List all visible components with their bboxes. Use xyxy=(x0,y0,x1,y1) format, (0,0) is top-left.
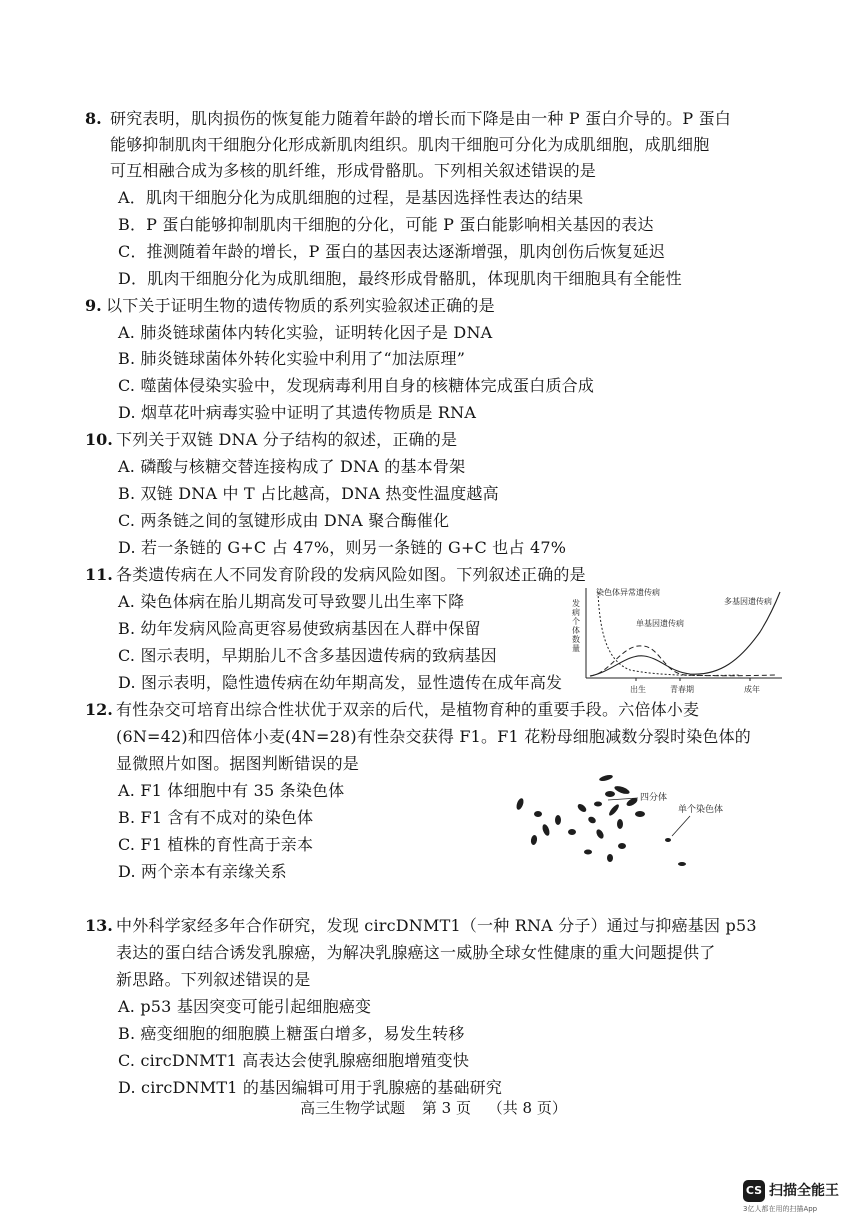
curve-label-chromosomal: 染色体异常遗传病 xyxy=(596,588,660,597)
question-stem-line: 新思路。下列叙述错误的是 xyxy=(116,970,311,989)
x-tick-label-adult: 成年 xyxy=(744,685,760,694)
y-axis-label: 发病个体数量 xyxy=(572,599,580,653)
option-c: C. circDNMT1 高表达会使乳腺癌细胞增殖变快 xyxy=(118,1051,470,1070)
footer-title: 高三生物学试题 xyxy=(300,1099,406,1117)
question-stem-line: 能够抑制肌肉干细胞分化形成新肌肉组织。肌肉干细胞可分化为成肌细胞，成肌细胞 xyxy=(110,135,710,154)
question-number: 10. xyxy=(85,430,113,449)
question-stem-line: 下列关于双链 DNA 分子结构的叙述，正确的是 xyxy=(116,430,458,449)
question-stem-line: 可互相融合成为多核的肌纤维，形成骨骼肌。下列相关叙述错误的是 xyxy=(110,161,597,180)
genetic-disease-risk-figure xyxy=(560,580,786,698)
question-stem-line: 表达的蛋白结合诱发乳腺癌，为解决乳腺癌这一威胁全球女性健康的重大问题提供了 xyxy=(116,943,716,962)
option-d: D．肌肉干细胞分化为成肌细胞，最终形成骨骼肌，体现肌肉干细胞具有全能性 xyxy=(118,269,682,288)
option-a: A. 肺炎链球菌体内转化实验，证明转化因子是 DNA xyxy=(118,323,493,342)
option-a: A. F1 体细胞中有 35 条染色体 xyxy=(118,781,345,800)
question-number: 11. xyxy=(85,565,113,584)
option-c: C．推测随着年龄的增长，P 蛋白的基因表达逐渐增强，肌肉创伤后恢复延迟 xyxy=(118,242,666,261)
question-number: 8. xyxy=(85,109,102,128)
option-a: A. 染色体病在胎儿期高发可导致婴儿出生率下降 xyxy=(118,592,465,611)
option-a: A. p53 基因突变可能引起细胞癌变 xyxy=(118,997,372,1016)
option-d: D. 若一条链的 G+C 占 47%，则另一条链的 G+C 也占 47% xyxy=(118,538,567,557)
curve-label-polygenic: 多基因遗传病 xyxy=(724,597,772,606)
question-stem-line: 中外科学家经多年合作研究，发现 circDNMT1（一种 RNA 分子）通过与抑癌基因 p53 xyxy=(116,916,757,935)
option-c: C. F1 植株的育性高于亲本 xyxy=(118,835,314,854)
pointer-line xyxy=(672,816,690,836)
camscanner-logo-icon: CS xyxy=(743,1180,765,1202)
option-d: D. 烟草花叶病毒实验中证明了其遗传物质是 RNA xyxy=(118,403,477,422)
watermark-app-name: 扫描全能王 xyxy=(769,1183,839,1199)
option-d: D. circDNMT1 的基因编辑可用于乳腺癌的基础研究 xyxy=(118,1078,503,1097)
option-d: D. 两个亲本有亲缘关系 xyxy=(118,862,287,881)
x-tick-label-puberty: 青春期 xyxy=(670,685,694,694)
chromosome-micrograph-figure xyxy=(512,760,727,872)
option-c: C. 噬菌体侵染实验中，发现病毒利用自身的核糖体完成蛋白质合成 xyxy=(118,376,595,395)
label-tetrad: 四分体 xyxy=(640,793,668,803)
option-b: B. 肺炎链球菌体外转化实验中利用了“加法原理” xyxy=(118,349,466,368)
question-stem-line: 以下关于证明生物的遗传物质的系列实验叙述正确的是 xyxy=(106,296,495,315)
option-c: C. 两条链之间的氢键形成由 DNA 聚合酶催化 xyxy=(118,511,450,530)
option-a: A. 磷酸与核糖交替连接构成了 DNA 的基本骨架 xyxy=(118,457,466,476)
question-number: 13. xyxy=(85,916,113,935)
option-b: B. 幼年发病风险高更容易使致病基因在人群中保留 xyxy=(118,619,481,638)
label-single-chromosome: 单个染色体 xyxy=(678,805,724,815)
footer-page-number: 第 3 页 xyxy=(421,1099,471,1117)
question-number: 9. xyxy=(85,296,102,315)
question-stem-line: (6N=42)和四倍体小麦(4N=28)有性杂交获得 F1。F1 花粉母细胞减数分裂时染色体的 xyxy=(116,727,751,746)
question-stem-line: 各类遗传病在人不同发育阶段的发病风险如图。下列叙述正确的是 xyxy=(116,565,586,584)
chromosomes xyxy=(515,774,686,866)
curve-monogenic xyxy=(590,646,775,676)
scanner-watermark xyxy=(743,1180,851,1220)
page-footer xyxy=(0,1096,867,1120)
option-b: B. 双链 DNA 中 T 占比越高，DNA 热变性温度越高 xyxy=(118,484,499,503)
option-a: A．肌肉干细胞分化为成肌细胞的过程，是基因选择性表达的结果 xyxy=(118,188,584,207)
watermark-tagline: 3亿人都在用的扫描App xyxy=(743,1205,818,1213)
x-tick-label-birth: 出生 xyxy=(630,685,646,694)
option-c: C. 图示表明，早期胎儿不含多基因遗传病的致病基因 xyxy=(118,646,497,665)
option-d: D. 图示表明，隐性遗传病在幼年期高发，显性遗传在成年高发 xyxy=(118,673,563,692)
question-stem-line: 研究表明，肌肉损伤的恢复能力随着年龄的增长而下降是由一种 P 蛋白介导的。P 蛋白 xyxy=(110,109,731,128)
question-number: 12. xyxy=(85,700,113,719)
option-b: B．P 蛋白能够抑制肌肉干细胞的分化，可能 P 蛋白能影响相关基因的表达 xyxy=(118,215,654,234)
question-stem-line: 有性杂交可培育出综合性状优于双亲的后代，是植物育种的重要手段。六倍体小麦 xyxy=(116,700,700,719)
curve-label-monogenic: 单基因遗传病 xyxy=(636,619,684,628)
footer-total-pages: （共 8 页） xyxy=(487,1099,567,1117)
option-b: B. 癌变细胞的细胞膜上糖蛋白增多，易发生转移 xyxy=(118,1024,465,1043)
option-b: B. F1 含有不成对的染色体 xyxy=(118,808,314,827)
question-stem-line: 显微照片如图。据图判断错误的是 xyxy=(116,754,360,773)
